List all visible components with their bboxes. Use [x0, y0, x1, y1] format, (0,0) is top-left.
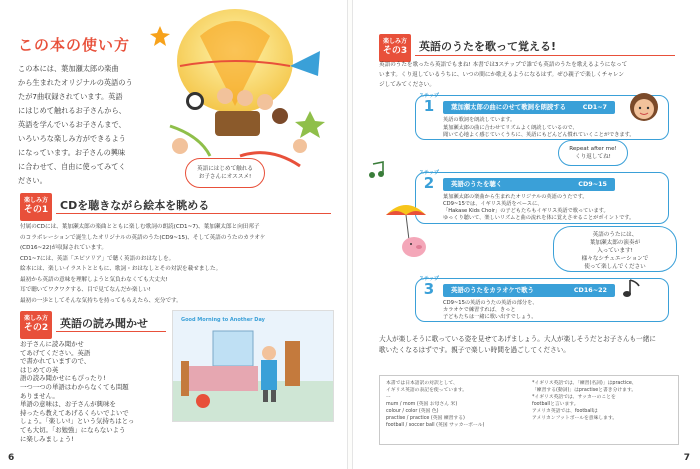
right-page — [352, 0, 700, 469]
section2-line: しょう。「楽しい!」という気持ちはとっ — [20, 417, 135, 426]
note-right-column — [532, 380, 674, 422]
recommend-bubble-line: 英語にはじめて触れる — [197, 166, 253, 172]
page-number-left: 6 — [8, 453, 15, 463]
step2-line: ゆっくり聴いて、楽しいリズムと曲の流れを体に覚えさせることがポイントです。 — [443, 215, 635, 221]
section1-line: (CD16~22)が収録されています。 — [20, 245, 107, 251]
pig-umbrella-illustration — [381, 195, 441, 265]
section3-badge — [379, 34, 411, 62]
section1-heading: CDを聴きながら絵本を眺める — [60, 199, 210, 212]
intro-line: ださい。 — [18, 176, 47, 185]
section2-line: に楽しみましょう! — [20, 434, 74, 443]
section2-line: 一つ一つの単語はわからなくても問題 — [20, 382, 129, 391]
step3-number: 3 — [423, 280, 435, 298]
closing-text — [379, 334, 689, 356]
intro-line: たが7曲収録されています。英語 — [18, 92, 123, 101]
section2-badge-top: 楽しみ方 — [23, 315, 48, 322]
step1-number: 1 — [423, 97, 435, 115]
violin-bubble-line: 葉加瀬太郎の演奏が — [589, 240, 641, 246]
step3-title: 英語のうたをカラオケで歌う — [451, 286, 534, 294]
step1-cd: CD1~7 — [582, 103, 607, 111]
step1-badge — [415, 92, 443, 114]
note-right-line: *イギリス英語では、「練習(名詞)」はpractice、 — [532, 381, 637, 386]
page-number-right: 7 — [683, 453, 690, 463]
section1-line: 最初から英語の意味を理解しようと気負わなくても大丈夫! — [20, 276, 168, 283]
repeat-bubble-line: Repeat after me! — [569, 146, 617, 152]
note-left-line: colour / color (英国 色) — [386, 409, 439, 414]
section2-line: 持ったら教えてあげるくらいでよいで — [20, 408, 129, 417]
note-box — [379, 375, 679, 445]
section3-rule — [415, 55, 675, 56]
step2-number: 2 — [423, 174, 435, 192]
section2-line: ありません。 — [20, 391, 59, 400]
section2-heading: 英語の読み聞かせ — [60, 317, 148, 330]
section3-line: います。くり返しているうちに、いつの間にか歌えるようになるはず。ぜひ親子で楽しくチャレン — [379, 72, 624, 78]
note-left-line: mum / mom (英国 お母さん 米) — [386, 402, 458, 407]
step1-bar — [443, 101, 615, 114]
note-right-line: 「練習する(動詞)」はpractiseと書き分けます。 — [532, 388, 637, 393]
step3-line: カラオケで練習すれば、きっと — [443, 307, 516, 313]
step2-title: 英語のうたを聴く — [451, 180, 503, 188]
step2-line: 「Hakase Kids Choir」の子どもたちもイギリス英語で歌っています。 — [443, 208, 609, 214]
note-left-line: イギリス英語の表記を使っています。 — [386, 388, 468, 393]
section1-line: 耳で聴いてワクワクする、目で見てなんだか楽しい! — [20, 287, 151, 293]
intro-line: 英語を学んでいるお子さんまで、 — [18, 120, 126, 129]
section1-badge — [20, 193, 52, 221]
music-note-icon — [367, 160, 387, 180]
section3-badge-bottom: その3 — [382, 46, 408, 56]
closing-line: 大人が楽しそうに歌っている姿を見せてあげましょう。大人が楽しそうだとお子さんも一緒に — [379, 335, 656, 343]
note-left-line: 本書では日本語訳の対訳として、 — [386, 381, 458, 386]
section2-rule — [56, 331, 166, 332]
section3-badge-top: 楽しみ方 — [382, 38, 407, 45]
note-right-line: *イギリス英語では、サッカーのことを — [532, 395, 616, 400]
page-title: この本の使い方 — [18, 36, 131, 54]
step3-badge — [415, 275, 443, 297]
violin-bubble-text — [558, 231, 672, 271]
note-left-line: football / soccer ball (英国 サッカーボール) — [386, 423, 485, 428]
section2-text — [20, 340, 165, 443]
step3-text — [443, 300, 665, 321]
step1-title: 葉加瀬太郎の曲にのせて歌詞を朗読する — [451, 103, 567, 111]
section3-intro — [379, 60, 679, 90]
section2-line: はじめての英 — [20, 365, 59, 374]
note-left-column — [386, 380, 526, 429]
repeat-bubble — [558, 140, 628, 166]
balloon-illustration — [140, 6, 340, 181]
section1-text — [20, 222, 332, 306]
step2-text — [443, 194, 665, 222]
section2-line: てあげてください。英語 — [20, 348, 91, 357]
violin-bubble-line: 使って楽しんでください — [584, 264, 646, 270]
recommend-bubble-text — [194, 165, 256, 181]
section2-badge-bottom: その2 — [23, 323, 49, 333]
intro-line: から生まれたオリジナルの英語のう — [18, 78, 133, 87]
violin-bubble-line: 入っています! — [597, 248, 633, 254]
step3-label: ステップ — [419, 276, 439, 282]
repeat-bubble-text — [563, 145, 623, 161]
step2-badge — [415, 169, 443, 191]
section2-line: 語の読み聞かせにもぴったり! — [20, 374, 106, 383]
note-left-line: ー — [386, 395, 391, 400]
section2-badge — [20, 311, 52, 339]
step3-cd: CD16~22 — [573, 286, 607, 294]
woman-portrait-illustration — [625, 88, 663, 126]
section1-badge-bottom: その1 — [23, 205, 49, 215]
note-right-line: アメリカンフットボールを意味します。 — [532, 416, 618, 421]
section1-rule — [56, 213, 331, 214]
note-left-line: practise / practice (英国 練習する) — [386, 416, 465, 421]
step2-label: ステップ — [419, 170, 439, 176]
music-note-icon-2 — [621, 276, 645, 300]
closing-line: 歌いたくなるはずです。親子で楽しい時間を過ごしてください。 — [379, 346, 570, 354]
violin-bubble — [553, 226, 677, 272]
step3-line: 子どもたちは一緒に歌い出すでしょう。 — [443, 314, 537, 320]
step2-cd: CD9~15 — [578, 180, 607, 188]
section1-line: のコラボレーションで誕生したオリジナルの英語のうた(CD9~15)、そして英語のうたのカラオケ — [20, 234, 266, 241]
intro-line: になっています。お子さんの興味 — [18, 148, 126, 157]
step3-bar — [443, 284, 615, 297]
note-right-line: footballと言います。 — [532, 402, 579, 407]
section3-line: ジしてみてください。 — [379, 82, 435, 88]
step1-line: 聞いて心地よく感じていくうちに、英語にもどんどん慣れていくことができます。 — [443, 132, 635, 138]
section1-line: 最初の一歩としてそんな気持ちを持ってもらえたら、充分です。 — [20, 297, 182, 304]
note-right-line: アメリカ英語では、footballは — [532, 409, 598, 414]
book-page-title: Good Morning to Another Day — [181, 317, 265, 323]
step2-line: 葉加瀬太郎の楽曲から生まれたオリジナルの英語のうたです。 — [443, 194, 588, 200]
intro-line: この本には、葉加瀬太郎の楽曲 — [18, 64, 119, 73]
violin-bubble-line: 様々なシチュエーションで — [581, 256, 649, 262]
intro-line: にはじめて触れるお子さんから、 — [18, 106, 126, 115]
section2-line: 単語の意味は、お子さんが興味を — [20, 400, 116, 409]
section1-badge-top: 楽しみ方 — [23, 197, 48, 204]
section3-line: 英語のうたを歌ったら英語でもまね! 本書では3ステップで誰でも英語のうたを歌えるようになって — [379, 62, 628, 68]
step2-line: CD9~15では、イギリス英語をベースに、 — [443, 201, 543, 207]
step1-label: ステップ — [419, 93, 439, 99]
recommend-bubble — [185, 158, 265, 188]
section1-line: CD1~7には、英語「エピソリア」で聴く英語のおはなしを。 — [20, 255, 175, 262]
repeat-bubble-line: くり返してね! — [575, 154, 611, 160]
intro-line: いろいろな楽しみ方ができるよう — [18, 134, 126, 143]
violin-bubble-line: 英語のうたには、 — [592, 232, 638, 238]
picture-book-page — [172, 310, 334, 422]
section2-line: お子さんに読み聞かせ — [20, 340, 84, 348]
section2-line: で書かれていますので、 — [20, 357, 91, 366]
recommend-bubble-line: お子さんにオススメ! — [198, 174, 252, 180]
bedroom-illustration — [173, 311, 334, 422]
step1-line: 英語の歌詞を朗読しています。 — [443, 117, 516, 123]
section2-line: ても大切。「お勉強」にならないよう — [20, 425, 126, 434]
step1-line: 葉加瀬太郎の曲に合わせてリズムよく朗読しているので、 — [443, 124, 578, 131]
section1-line: 絵本には、楽しいイラストとともに、歌詞・おはなしとその対訳を載せました。 — [20, 266, 222, 272]
section1-line: 付属のCDには、葉加瀬太郎の楽曲とともに楽しむ歌詞の朗読(CD1~7)、葉加瀬太郎と向田邦子 — [20, 224, 260, 230]
intro-line: に合わせて、自由に使ってみてく — [18, 162, 126, 171]
step3-line: CD9~15の英語のうたの英語の部分を、 — [443, 300, 538, 306]
section3-heading: 英語のうたを歌って覚える! — [419, 40, 557, 53]
left-page — [0, 0, 348, 469]
step2-bar — [443, 178, 615, 191]
